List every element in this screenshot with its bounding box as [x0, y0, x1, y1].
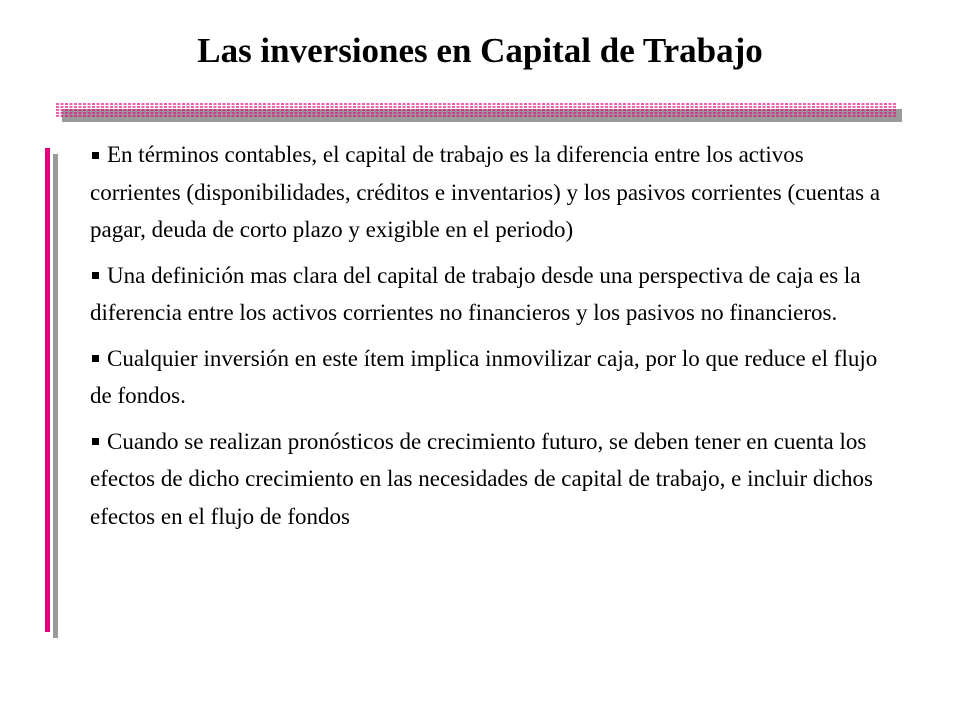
square-bullet-icon	[92, 152, 99, 159]
bullet-item-2	[90, 257, 890, 332]
left-accent-bar	[43, 148, 59, 638]
title-divider	[56, 103, 902, 125]
left-accent-bar-shadow	[53, 154, 58, 638]
bullet-item-4	[90, 423, 890, 536]
bullet-text: Una definición mas clara del capital de trabajo desde una perspectiva de caja es la diferencia entre los activos corrientes no financieros y los pasivos no financieros.	[90, 262, 861, 325]
slide-title: Las inversiones en Capital de Trabajo	[197, 31, 763, 70]
bullet-text: En términos contables, el capital de trabajo es la diferencia entre los activos corrientes (disponibilidades, créditos e inventarios) y los pasivos corrientes (cuentas a pagar, deuda de corto plazo y exigible en el periodo)	[90, 142, 881, 242]
bullet-text: Cualquier inversión en este ítem implica inmovilizar caja, por lo que reduce el flujo de fondos.	[90, 345, 878, 408]
bullet-text: Cuando se realizan pronósticos de crecimiento futuro, se deben tener en cuenta los efectos de dicho crecimiento en las necesidades de capital de trabajo, e incluir dichos efectos en el flujo de fondos	[90, 428, 873, 529]
square-bullet-icon	[92, 438, 99, 445]
square-bullet-icon	[92, 272, 99, 279]
bullet-item-1	[90, 136, 890, 249]
bullet-list	[90, 136, 890, 543]
left-accent-bar-fill	[45, 148, 50, 632]
square-bullet-icon	[92, 355, 99, 362]
bullet-item-3	[90, 340, 890, 415]
